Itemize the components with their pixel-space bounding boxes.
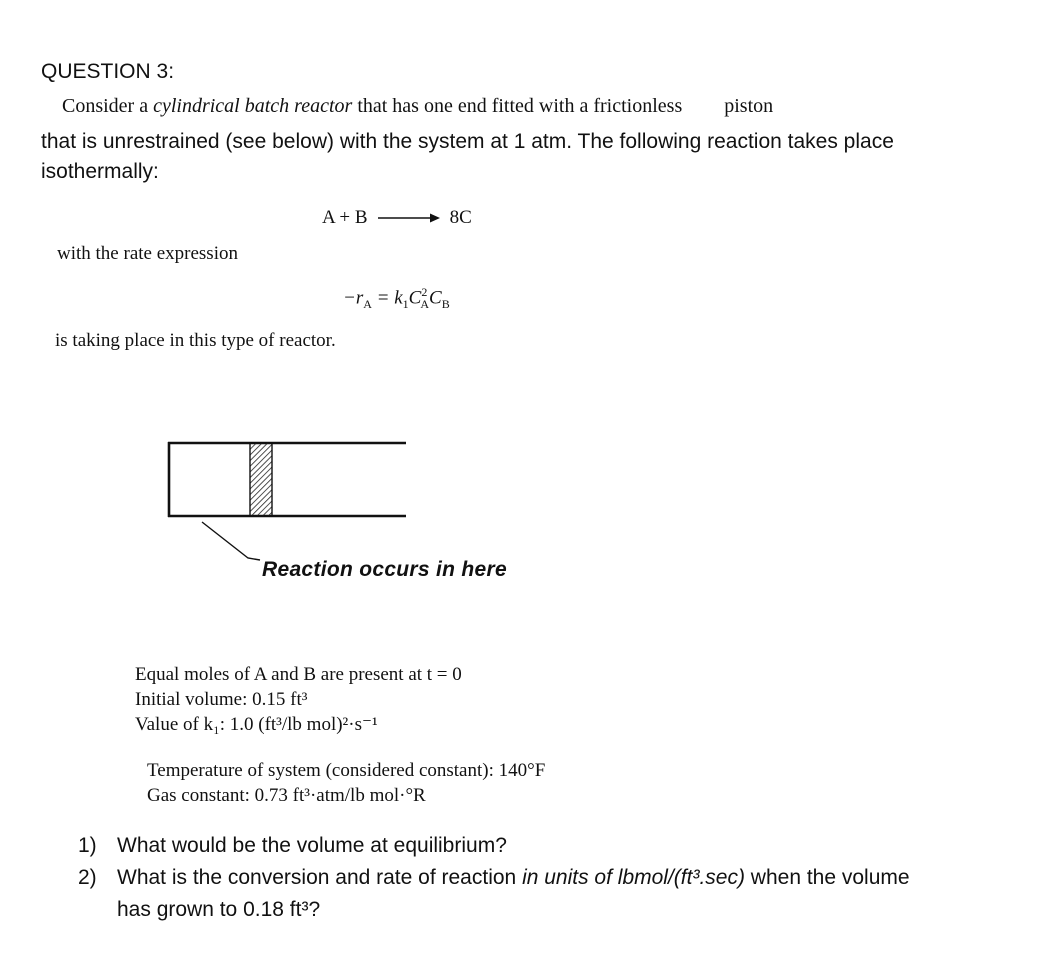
intro-text-end: that has one end fitted with a frictionless xyxy=(352,95,683,117)
intro-text-emphasis: cylindrical batch reactor xyxy=(153,95,353,117)
rate-expression-intro: with the rate expression xyxy=(57,243,238,264)
rate-equals: = xyxy=(371,287,395,309)
intro-line-2: that is unrestrained (see below) with the system at 1 atm. The following reaction takes place xyxy=(41,130,894,153)
intro-line-3: isothermally: xyxy=(41,160,159,183)
task-item-1 xyxy=(78,830,910,862)
question-title: QUESTION 3: xyxy=(41,60,175,83)
rate-conc-b: C xyxy=(429,287,442,309)
given-gas-constant: Gas constant: 0.73 ft³·atm/lb mol·°R xyxy=(147,785,426,806)
rate-lhs-subscript: A xyxy=(363,297,372,312)
given-temperature: Temperature of system (considered constant): 140°F xyxy=(147,760,546,781)
task-text: What would be the volume at equilibrium? xyxy=(117,834,507,857)
rate-conc-b-subscript: B xyxy=(441,297,450,312)
reaction-reactants: A + B xyxy=(322,207,368,228)
given-equal-moles: Equal moles of A and B are present at t = 0 xyxy=(135,664,462,685)
piston-icon xyxy=(250,443,272,516)
task-number: 1) xyxy=(78,834,97,857)
rate-expression xyxy=(343,285,450,312)
label-pointer-line xyxy=(202,522,260,560)
cylinder-outline xyxy=(168,442,406,517)
reactor-diagram-label: Reaction occurs in here xyxy=(262,558,507,581)
intro-text-start: Consider a xyxy=(62,95,154,117)
task-text-emphasis: in units of lbmol/(ft³.sec) xyxy=(522,866,745,889)
rate-conc-a: C xyxy=(408,287,422,309)
given-data xyxy=(135,662,462,737)
rate-constant-subscript: 1 xyxy=(402,297,409,312)
given-initial-volume: Initial volume: 0.15 ft³ xyxy=(135,689,308,710)
task-text-end: when the volume xyxy=(744,866,910,889)
task-number: 2) xyxy=(78,866,97,889)
task-list xyxy=(78,830,910,926)
reaction-arrow-icon xyxy=(378,212,440,224)
intro-piston-word: piston xyxy=(724,95,774,117)
task-item-2 xyxy=(78,862,910,894)
task-item-2-continuation: has grown to 0.18 ft³? xyxy=(117,898,321,921)
given-rate-constant: Value of k₁: 1.0 (ft³/lb mol)²·s⁻¹ xyxy=(135,714,378,735)
intro-line-1 xyxy=(62,95,773,118)
reactor-type-note: is taking place in this type of reactor. xyxy=(55,330,336,351)
rate-lhs: −r xyxy=(343,287,364,309)
task-text xyxy=(117,862,910,894)
reaction-products: 8C xyxy=(449,207,472,228)
task-text-start: What is the conversion and rate of reaction xyxy=(117,866,523,889)
reaction-equation xyxy=(322,207,472,229)
given-constants xyxy=(147,758,545,808)
rate-constant: k xyxy=(394,287,403,309)
rate-conc-a-power: 2 xyxy=(421,285,428,299)
rate-conc-a-subscript: A xyxy=(420,297,430,312)
